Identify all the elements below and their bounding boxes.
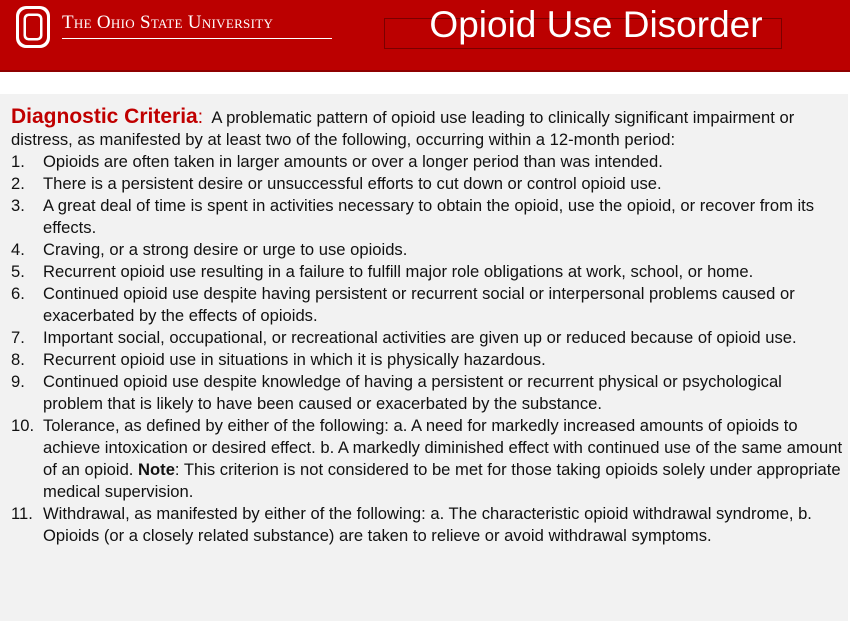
list-item-text-after-note: : This criterion is not considered to be met for those taking opioids solely under appropriate medical supervision. [43,460,841,501]
diagnostic-criteria-label: Diagnostic Criteria [11,105,198,128]
list-item-number: 11. [11,504,33,523]
list-item-number: 4. [11,240,25,259]
note-label: Note [138,460,175,479]
list-item-text: Opioids are often taken in larger amounts or over a longer period than was intended. [43,152,663,171]
criteria-list [11,151,845,547]
list-item [11,173,845,195]
list-item [11,349,845,371]
list-item-number: 5. [11,262,25,281]
list-item-number: 10. [11,416,35,435]
block-o-logo-icon [15,5,51,49]
list-item-text: Withdrawal, as manifested by either of the following: a. The characteristic opioid withdrawal syndrome, b. Opioids (or a closely related substance) are taken to relieve or avoid withdrawal symptoms. [43,504,812,545]
list-item-number: 7. [11,328,25,347]
criteria-content [11,106,845,547]
list-item-text: Recurrent opioid use resulting in a failure to fulfill major role obligations at work, school, or home. [43,262,754,281]
diagnostic-criteria-colon: : [197,107,203,128]
list-item [11,261,845,283]
university-name-underline [62,38,332,39]
list-item-text: Continued opioid use despite knowledge of having a persistent or recurrent physical or psychological problem that is likely to have been caused or exacerbated by the substance. [43,372,782,413]
list-item-number: 2. [11,174,25,193]
header-banner [0,0,850,72]
list-item-text: Recurrent opioid use in situations in which it is physically hazardous. [43,350,546,369]
list-item-number: 3. [11,196,25,215]
list-item-number: 6. [11,284,25,303]
list-item [11,195,845,239]
page-title: Opioid Use Disorder [429,4,763,45]
list-item-text: A great deal of time is spent in activities necessary to obtain the opioid, use the opioid, or recover from its effects. [43,196,815,237]
list-item [11,327,845,349]
university-name [62,12,273,34]
list-item [11,151,845,173]
list-item-number: 1. [11,152,25,171]
list-item [11,503,845,547]
list-item-text: Important social, occupational, or recreational activities are given up or reduced because of opioid use. [43,328,797,347]
list-item-text: Craving, or a strong desire or urge to use opioids. [43,240,408,259]
list-item-text: There is a persistent desire or unsuccessful efforts to cut down or control opioid use. [43,174,662,193]
criteria-intro-paragraph [11,106,845,151]
list-item-number: 8. [11,350,25,369]
list-item-text: Continued opioid use despite having persistent or recurrent social or interpersonal problems caused or exacerbated by the effects of opioids. [43,284,795,325]
list-item-text: Tolerance, as defined by either of the following: a. A need for markedly increased amounts of opioids to achieve intoxication or desired effect. b. A markedly diminished effect with continued use of the same amount of an opioid. [43,416,843,479]
list-item [11,371,845,415]
list-item [11,283,845,327]
list-item [11,415,845,503]
criteria-intro-text: A problematic pattern of opioid use leading to clinically significant impairment or distress, as manifested by at least two of the following, occurring within a 12-month period: [11,108,795,149]
university-name-text: The Ohio State University [62,12,274,33]
list-item-number: 9. [11,372,25,391]
list-item [11,239,845,261]
